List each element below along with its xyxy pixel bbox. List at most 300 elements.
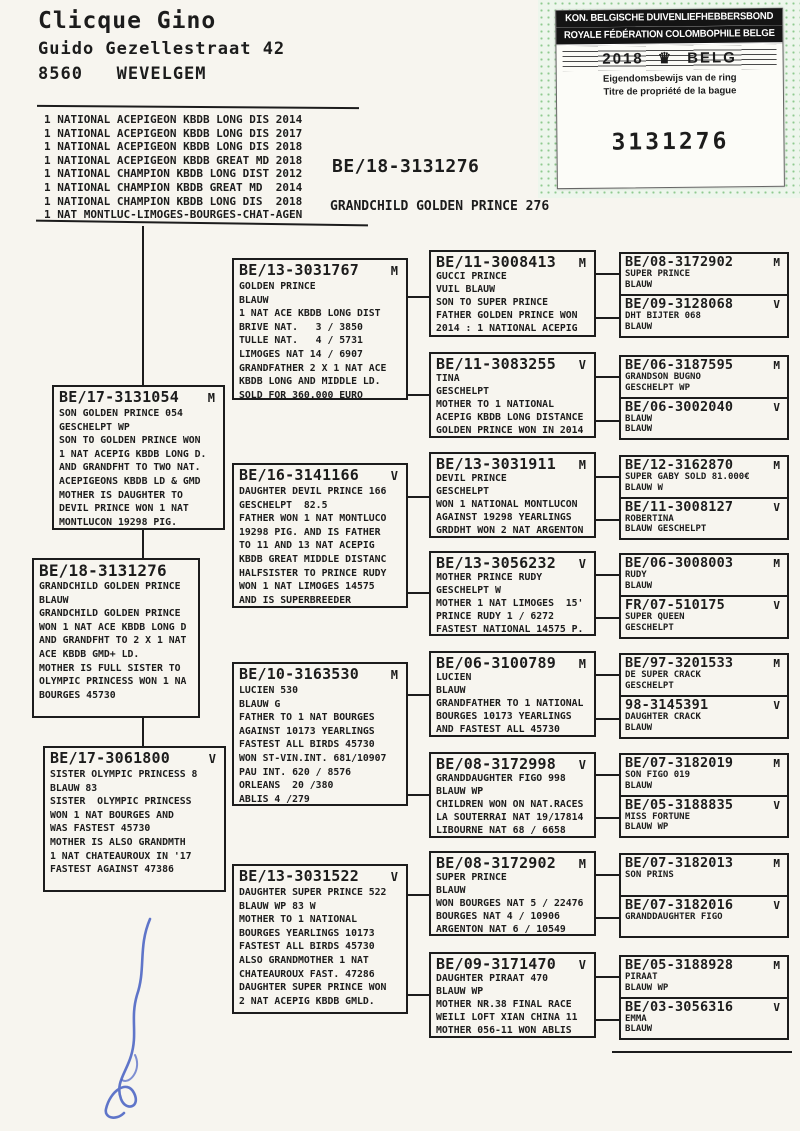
ring-number: BE/16-3141166 [239,466,359,484]
connector-line [142,530,144,558]
pedigree-box-g5-3b [621,497,787,539]
box-text [436,772,590,837]
text-line: AGAINST 19298 YEARLINGS [436,512,572,523]
connector-line [596,519,619,521]
ring-number: BE/13-3056232 [436,554,556,572]
sex-indicator: M [773,557,780,570]
text-line: GESCHELPT 82.5 [239,499,328,511]
text-line: GESCHELPT WP [59,421,130,433]
text-line: ACEPIGEONS KBDB LD & GMD [59,475,201,487]
ring-number: BE/17-3061800 [50,749,170,767]
text-line: GESCHELPT W [436,585,501,596]
text-line: BLAUW W [625,482,663,493]
connector-line [408,296,429,298]
text-line: 2014 : 1 NATIONAL ACEPIG [436,323,578,334]
pedigree-pair-g5-8 [619,955,789,1040]
pedigree-box-g4-8 [429,952,596,1038]
ring-number: BE/11-3083255 [436,355,556,373]
sex-indicator: V [773,1000,780,1014]
text-line: 1 NAT MONTLUC-LIMOGES-BOURGES-CHAT-AGEN [44,208,303,222]
text-line: MOTHER 1 NAT LIMOGES 15' [436,598,584,609]
sex-indicator: V [390,870,398,884]
text-line: 1 NATIONAL CHAMPION KBDB GREAT MD 2014 [44,180,303,194]
box-text [625,812,784,834]
text-line: BLAUW [436,685,466,696]
text-line: ALSO GRANDMOTHER 1 NAT [239,954,369,966]
pedigree-box-g4-6 [429,752,596,838]
text-line: BOURGES YEARLINGS 10173 [239,927,375,939]
connector-line [596,674,619,676]
ring-number: BE/05-3188835 [625,796,734,813]
text-line: 1 NAT ACEPIG KBDB LONG D. [59,448,207,460]
sex-indicator: V [773,898,780,912]
text-line: BOURGES 10173 YEARLINGS [436,711,572,722]
text-line: SUPER PRINCE [436,872,507,883]
pedigree-box-g5-6b [621,795,787,837]
text-line: BLAUW [625,722,653,733]
text-line: BLAUW WP [436,786,484,797]
ring-number: BE/09-3171470 [436,955,556,973]
text-line: BLAUW 83 [50,782,98,794]
text-line: FATHER WON 1 NAT MONTLUCO [239,513,387,525]
ring-number: BE/08-3172902 [625,254,734,270]
box-text [625,612,784,634]
divider-line [37,105,359,109]
connector-line [596,420,619,422]
text-line: 1 NAT CHATEAUROUX IN '17 [50,850,192,862]
text-line: BLAUW GESCHELPT [625,524,707,535]
text-line: SISTER OLYMPIC PRINCESS [50,796,192,808]
text-line: LA SOUTERRAI NAT 19/17814 [436,812,584,823]
box-text [625,311,784,333]
text-line: GRANDCHILD GOLDEN PRINCE [39,608,181,620]
box-text [50,768,220,877]
text-line: DE SUPER CRACK [625,670,701,680]
text-line: BOURGES 45730 [39,689,116,701]
text-line: SUPER GABY SOLD 81.000€ [625,472,750,482]
pedigree-pair-g5-5 [619,653,789,739]
stamp-band-fr: ROYALE FÉDÉRATION COLOMBOPHILE BELGE [556,25,782,45]
sex-indicator: M [773,657,780,670]
connector-line [596,917,619,919]
ring-number: BE/10-3163530 [239,665,359,683]
pedigree-box-g3-3 [232,662,408,806]
box-text [625,269,784,291]
text-line: ORLEANS 20 /380 [239,780,334,792]
text-line: FASTEST AGAINST 47386 [50,864,174,876]
text-line: GESCHELPT [436,486,490,497]
text-line: GESCHELPT [625,680,674,691]
text-line: BLAUW [625,413,653,424]
sex-indicator: V [578,758,586,772]
sex-indicator: M [578,657,586,671]
ring-subtitle: GRANDCHILD GOLDEN PRINCE 276 [330,199,550,214]
stamp-ownership-fr: Titre de propriété de la bague [603,84,737,98]
text-line: AND FASTEST ALL 45730 [436,724,560,735]
stamp-card [555,8,785,189]
ring-number: BE/05-3188928 [625,957,734,973]
text-line: GOLDEN PRINCE WON IN 2014 [436,425,584,436]
pedigree-box-g5-1a [621,254,787,294]
text-line: LIBOURNE NAT 68 / 6658 [436,825,566,836]
ring-number: BE/18-3131276 [39,561,167,580]
text-line: GESCHELPT [436,386,490,397]
text-line: WON 1 NATIONAL MONTLUCON [436,499,578,510]
pedigree-pair-g5-6 [619,753,789,838]
box-text [436,871,590,936]
text-line: SUPER PRINCE [625,269,691,279]
text-line: TULLE NAT. 4 / 5731 [239,335,363,347]
box-text [625,712,784,734]
sex-indicator: V [390,469,398,483]
ring-number: BE/11-3008413 [436,253,556,271]
text-line: CHILDREN WON ON NAT.RACES [436,799,584,810]
text-line: GESCHELPT WP [625,382,691,393]
sex-indicator: M [578,458,586,472]
text-line: MONTLUCON 19298 PIG. [59,516,177,528]
text-line: PAU INT. 620 / 8576 [239,766,352,778]
text-line: GRANDFATHER 2 X 1 NAT ACE [239,362,387,374]
box-text [436,571,590,636]
text-line: SON TO GOLDEN PRINCE WON [59,435,201,447]
text-line: LUCIEN [436,672,472,683]
text-line: GRANDDAUGHTER FIGO [625,911,723,922]
sex-indicator: M [773,857,780,870]
pedigree-box-g5-8b [621,997,787,1039]
box-text [625,472,784,494]
text-line: BLAUW [625,1024,653,1035]
pedigree-box-g4-7 [429,851,596,936]
pedigree-box-dam [43,746,226,892]
box-text [436,270,590,335]
text-line: 1 NATIONAL ACEPIGEON KBDB GREAT MD 2018 [44,153,303,167]
pedigree-box-g4-1 [429,250,596,337]
sex-indicator: V [773,699,780,712]
ring-number: BE/06-3187595 [625,357,734,373]
connector-line [596,874,619,876]
text-line: MISS FORTUNE [625,811,691,822]
ring-number-title: BE/18-3131276 [332,156,480,177]
stamp-ring-number: 3131276 [611,128,730,156]
text-line: SUPER QUEEN [625,612,685,622]
box-text [625,770,784,792]
connector-line [612,1051,792,1053]
text-line: MOTHER IS DAUGHTER TO [59,489,183,501]
connector-line [408,394,429,396]
pedigree-box-subject [32,558,200,718]
text-line: MOTHER IS FULL SISTER TO [39,662,181,674]
text-line: GRANDSON BUGNO [625,372,701,382]
box-text [625,570,784,592]
text-line: KBDB LONG AND MIDDLE LD. [239,376,381,388]
ring-number: BE/13-3031911 [436,455,556,473]
ring-number: BE/08-3172998 [436,755,556,773]
text-line: MOTHER NR.38 FINAL RACE [436,999,572,1010]
text-line: GRDDHT WON 2 NAT ARGENTON [436,525,584,536]
pedigree-box-g5-2a [621,357,787,397]
text-line: DAUGHTER SUPER PRINCE WON [239,982,387,994]
pedigree-pair-g5-7 [619,853,789,938]
ring-number: BE/07-3182019 [625,755,734,771]
pedigree-box-g5-7b [621,895,787,937]
federation-stamp [538,0,800,198]
connector-line [596,718,619,720]
text-line: DAUGHTER PIRAAT 470 [436,973,549,984]
text-line: BLAUW [625,279,653,290]
text-line: SOLD FOR 360.000 EURO [239,389,363,401]
text-line: BLAUW [625,321,653,332]
text-line: BOURGES NAT 4 / 10906 [436,911,560,922]
text-line: GOLDEN PRINCE [239,281,316,292]
pedigree-box-g5-5b [621,695,787,737]
stamp-country: BELG [687,48,737,67]
text-line: 1 NATIONAL ACEPIGEON KBDB LONG DIS 2014 [44,113,303,126]
ring-number: BE/13-3031522 [239,867,359,885]
pedigree-box-g5-2b [621,397,787,439]
ring-number: BE/07-3182013 [625,855,734,871]
text-line: AND GRANDFHT TO 2 X 1 NAT [39,635,187,647]
signature-scribble [86,915,178,1125]
text-line: WAS FASTEST 45730 [50,823,151,835]
text-line: BLAUW WP [625,822,669,833]
text-line: GRANDFATHER TO 1 NATIONAL [436,698,584,709]
text-line: WON BOURGES NAT 5 / 22476 [436,898,584,909]
ring-number: 98-3145391 [625,697,709,713]
text-line: TINA [436,373,460,384]
pedigree-box-g3-2 [232,463,408,608]
box-text [625,912,784,923]
sex-indicator: V [773,298,780,311]
connector-line [596,617,619,619]
text-line: PRINCE RUDY 1 / 6272 [436,611,554,622]
pedigree-box-g5-4a [621,555,787,595]
text-line: BLAUW WP 83 W [239,900,316,912]
connector-line [142,718,144,746]
box-text [39,580,194,702]
stamp-year: 2018 [602,49,644,68]
text-line: 1 NAT ACE KBDB LONG DIST [239,308,381,320]
text-line: SON GOLDEN PRINCE 054 [59,408,183,419]
text-line: GRANDDAUGHTER FIGO 998 [436,773,566,784]
text-line: 2 NAT ACEPIG KBDB GMLD. [239,995,375,1007]
connector-line [596,574,619,576]
text-line: OLYMPIC PRINCESS WON 1 NA [39,676,187,688]
achievements-list [44,113,302,222]
sex-indicator: M [773,256,780,269]
text-line: ACE KBDB GMD+ LD. [39,648,140,660]
ring-number: FR/07-510175 [625,597,725,613]
text-line: FASTEST ALL BIRDS 45730 [239,941,375,953]
ring-number: BE/11-3008127 [625,498,734,515]
pedigree-box-g4-2 [429,352,596,438]
stamp-band-nl: KON. BELGISCHE DUIVENLIEFHEBBERSBOND [556,8,782,28]
sex-indicator: M [578,857,586,871]
text-line: DAUGHTER SUPER PRINCE 522 [239,887,387,898]
text-line: MOTHER TO 1 NATIONAL [436,399,554,410]
sex-indicator: V [773,500,780,514]
connector-line [596,273,619,275]
text-line: EMMA [625,1013,647,1024]
owner-address-city: 8560 WEVELGEM [38,64,207,84]
sex-indicator: M [207,391,215,405]
text-line: AND GRANDFHT TO TWO NAT. [59,462,201,474]
connector-line [596,1019,619,1021]
pedigree-box-g4-4 [429,551,596,636]
owner-block [38,8,285,84]
ring-number: BE/06-3008003 [625,555,734,571]
text-line: ACEPIG KBDB LONG DISTANCE [436,412,584,423]
text-line: SON TO SUPER PRINCE [436,297,549,308]
connector-line [596,317,619,319]
text-line: LIMOGES NAT 14 / 6907 [239,348,363,360]
text-line: 1 NATIONAL ACEPIGEON KBDB LONG DIS 2017 [44,126,303,140]
stamp-year-row [562,45,776,71]
text-line: DEVIL PRINCE WON 1 NAT [59,503,189,515]
connector-line [596,817,619,819]
text-line: WEILI LOFT XIAN CHINA 11 [436,1012,578,1023]
text-line: BLAUW [625,780,653,791]
sex-indicator: V [208,752,216,766]
text-line: DEVIL PRINCE [436,473,507,484]
text-line: GUCCI PRINCE [436,271,507,282]
pedigree-box-g4-3 [429,452,596,538]
text-line: 1 NATIONAL ACEPIGEON KBDB LONG DIS 2018 [44,140,303,154]
box-text [625,972,784,994]
connector-line [596,376,619,378]
connector-line [408,496,429,498]
text-line: FATHER TO 1 NAT BOURGES [239,712,375,724]
sex-indicator: V [578,958,586,972]
crown-icon: ♛ [657,49,674,68]
pedigree-box-g5-1b [621,294,787,336]
pedigree-pair-g5-2 [619,355,789,440]
text-line: BLAUW WP [436,986,484,997]
text-line: SON PRINS [625,870,674,880]
text-line: MOTHER TO 1 NATIONAL [239,914,357,926]
box-text [625,372,784,394]
text-line: BLAUW [625,424,653,435]
text-line: HALFSISTER TO PRINCE RUDY [239,567,387,579]
connector-line [596,476,619,478]
sex-indicator: M [773,359,780,372]
connector-line [408,592,429,594]
ring-number: BE/06-3002040 [625,398,734,415]
ring-number: BE/09-3128068 [625,296,734,312]
sex-indicator: V [773,400,780,414]
pedigree-box-g3-1 [232,258,408,400]
text-line: WON 1 NAT ACE KBDB LONG D [39,621,187,633]
box-text [239,684,402,806]
pedigree-box-sire [52,385,225,530]
text-line: GRANDCHILD GOLDEN PRINCE [39,581,181,592]
stamp-ownership-nl: Eigendomsbewijs van de ring [602,72,737,85]
owner-name: Clicque Gino [38,8,217,34]
sex-indicator: V [773,599,780,612]
pedigree-box-g5-6a [621,755,787,795]
owner-address-street: Guido Gezellestraat 42 [38,39,286,59]
text-line: BLAUW [239,294,269,306]
ring-number: BE/12-3162870 [625,457,734,473]
text-line: BLAUW [625,580,653,591]
connector-line [408,894,429,896]
sex-indicator: M [390,668,398,682]
box-text [625,1014,784,1036]
ring-number: BE/07-3182016 [625,896,734,913]
text-line: 19298 PIG. AND IS FATHER [239,526,381,538]
ring-number: BE/97-3201533 [625,655,734,671]
text-line: LUCIEN 530 [239,685,298,696]
connector-line [596,976,619,978]
text-line: DAUGHTER CRACK [625,712,701,722]
text-line: BLAUW WP [625,982,669,993]
text-line: DHT BIJTER 068 [625,311,701,321]
text-line: WON ST-VIN.INT. 681/10907 [239,752,387,764]
box-text [436,972,590,1037]
pedigree-box-g5-4b [621,595,787,637]
text-line: AGAINST 10173 YEARLINGS [239,725,375,737]
sex-indicator: M [773,757,780,770]
text-line: 1 NATIONAL CHAMPION KBDB LONG DIS 2018 [44,194,303,208]
box-text [436,472,590,537]
box-text [436,372,590,437]
text-line: MOTHER 056-11 WON ABLIS [436,1025,572,1036]
text-line: KBDB GREAT MIDDLE DISTANC [239,553,387,565]
sex-indicator: M [578,256,586,270]
pedigree-pair-g5-3 [619,455,789,540]
text-line: ARGENTON NAT 6 / 10549 [436,924,566,935]
text-line: 1 NATIONAL CHAMPION KBDB LONG DIST 2012 [44,167,303,181]
text-line: FASTEST NATIONAL 14575 P. [436,624,584,635]
sex-indicator: V [578,557,586,571]
text-line: BLAUW [39,594,69,606]
text-line: BLAUW [436,885,466,896]
box-text [625,414,784,436]
box-text [239,280,402,402]
ring-number: BE/03-3056316 [625,998,734,1015]
box-text [239,886,402,1008]
sex-indicator: M [390,264,398,278]
pedigree-box-g5-7a [621,855,787,895]
text-line: CHATEAUROUX FAST. 47286 [239,968,375,980]
sex-indicator: M [773,459,780,472]
text-line: PIRAAT [625,972,658,982]
box-text [436,671,590,736]
text-line: MOTHER IS ALSO GRANDMTH [50,836,186,848]
text-line: SISTER OLYMPIC PRINCESS 8 [50,769,198,780]
pedigree-box-g5-5a [621,655,787,695]
sex-indicator: V [578,358,586,372]
pedigree-box-g3-4 [232,864,408,1014]
text-line: RUDY [625,570,647,580]
connector-line [596,774,619,776]
text-line: MOTHER PRINCE RUDY [436,572,543,583]
text-line: DAUGHTER DEVIL PRINCE 166 [239,486,387,497]
connector-line [408,794,429,796]
text-line: WON 1 NAT BOURGES AND [50,809,174,821]
text-line: ROBERTINA [625,513,674,524]
box-text [239,485,402,607]
text-line: BRIVE NAT. 3 / 3850 [239,321,363,333]
text-line: BLAUW G [239,698,281,710]
connector-line [142,226,144,385]
pedigree-box-g5-8a [621,957,787,997]
text-line: VUIL BLAUW [436,284,495,295]
ring-number: BE/06-3100789 [436,654,556,672]
text-line: SON FIGO 019 [625,770,691,780]
pedigree-box-g4-5 [429,651,596,737]
text-line: AND IS SUPERBREEDER [239,594,352,606]
pedigree-pair-g5-4 [619,553,789,639]
